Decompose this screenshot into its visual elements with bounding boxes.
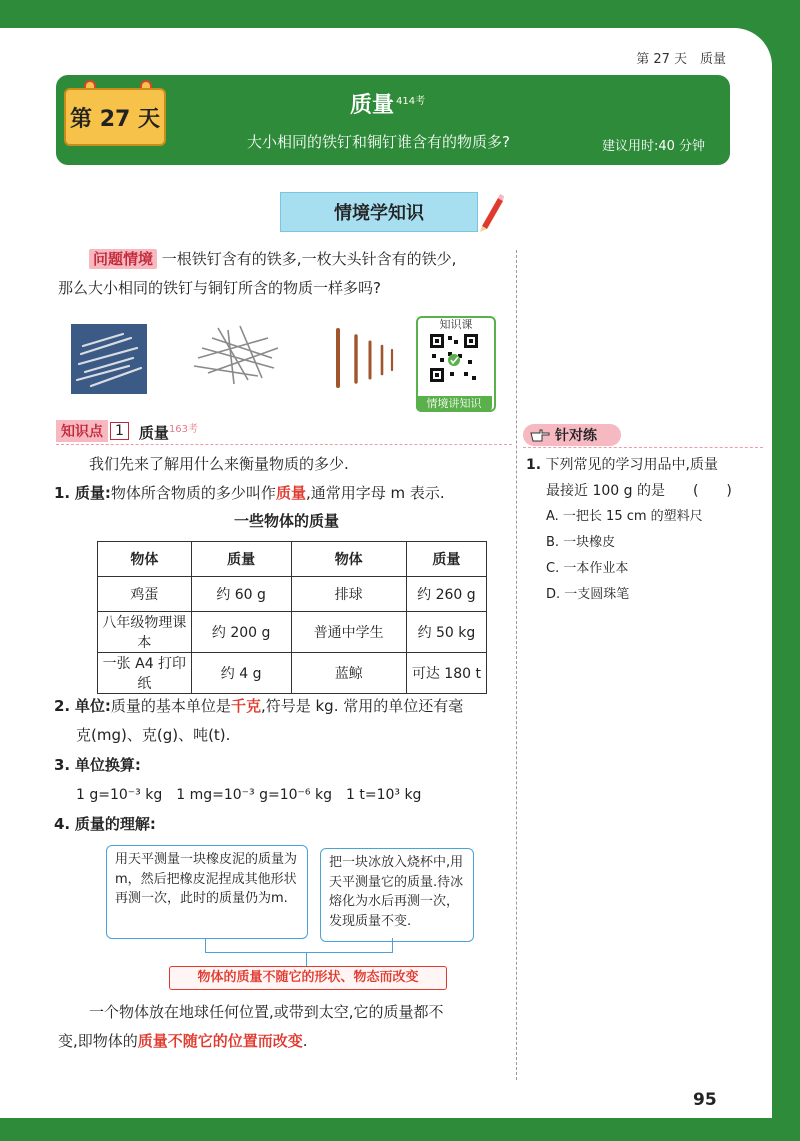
knowledge-point-count: 163考 [168,423,199,435]
item-1-label: 质量: [74,484,111,502]
problem-line-2: 那么大小相同的铁钉与铜钉所含的物质一样多吗? [58,279,381,297]
item-2-line-2: 克(mg)、克(g)、吨(t). [76,726,231,744]
closing-line-1: 一个物体放在地球任何位置,或带到太空,它的质量都不 [89,1003,444,1021]
item-1-highlight: 质量 [275,484,306,502]
knowledge-point-number: 1 [110,422,129,440]
closing-line-2 [58,1032,308,1052]
item-1 [54,484,445,504]
item-3-number: 3. [54,756,71,774]
lesson-question: 大小相同的铁钉和铜钉谁含有的物质多? [247,133,510,151]
table-cell: 八年级物理课本 [98,612,192,653]
table-row [98,577,487,612]
table-row [98,612,487,653]
iron-nails-image [71,324,147,394]
table-cell: 一张 A4 打印纸 [98,653,192,694]
table-header-cell: 质量 [406,542,486,577]
connector-stem [306,952,307,966]
practice-tag-text: 针对练 [555,428,597,444]
lesson-title [350,88,425,119]
knowledge-point-title-text: 质量 [138,423,169,442]
item-3-label: 单位换算: [74,756,141,774]
connector-bracket [205,938,393,953]
note-state-change: 把一块冰放入烧杯中,用天平测量它的质量.待冰熔化为水后再测一次，发现质量不变. [320,848,474,942]
table-title: 一些物体的质量 [234,512,340,530]
practice-option-a[interactable]: A. 一把长 15 cm 的塑料尺 [546,509,703,524]
running-header: 第 27 天 质量 [636,52,726,67]
closing-text-a: 变,即物体的 [58,1032,138,1050]
qr-bottom-label: 情境讲知识 [416,396,492,412]
section-ribbon: 情境学知识 [280,192,478,232]
knowledge-point-header [56,420,198,442]
suggested-time: 建议用时:40 分钟 [602,139,706,154]
qr-code-icon [428,332,480,384]
pencil-icon [478,192,504,232]
table-cell: 约 50 kg [406,612,486,653]
practice-question-number: 1. [526,457,542,473]
closing-text-b: . [302,1032,308,1050]
qr-top-label: 知识课 [439,318,473,331]
intro-text: 我们先来了解用什么来衡量物质的多少. [89,455,349,473]
conclusion-box: 物体的质量不随它的形状、物态而改变 [169,966,447,990]
problem-line-1 [89,250,456,270]
table-row [98,653,487,694]
item-2-number: 2. [54,697,71,715]
lesson-title-count: 414考 [396,95,426,107]
knowledge-point-underline [56,444,512,445]
item-4-number: 4. [54,815,71,833]
table-cell: 蓝鲸 [291,653,406,694]
knowledge-point-title [139,420,198,443]
copper-nails-image [328,322,400,392]
mass-table [97,541,487,694]
item-2-text-b: ,符号是 kg. 常用的单位还有毫 [260,697,464,715]
item-1-number: 1. [54,484,71,502]
problem-tag: 问题情境 [89,249,157,269]
table-cell: 可达 180 t [406,653,486,694]
closing-highlight: 质量不随它的位置而改变 [137,1032,303,1050]
problem-text-1: 一根铁钉含有的铁多,一枚大头针含有的铁少, [161,250,457,268]
item-2-highlight: 千克 [230,697,261,715]
table-cell: 约 200 g [191,612,291,653]
item-1-text-b: ,通常用字母 m 表示. [305,484,445,502]
column-divider [516,250,517,1080]
table-cell: 普通中学生 [291,612,406,653]
item-2-label: 单位: [74,697,111,715]
item-2 [54,697,463,717]
table-cell: 约 4 g [191,653,291,694]
practice-question-text-1: 下列常见的学习用品中,质量 [545,457,718,473]
qr-code-card[interactable] [416,316,496,412]
item-1-text-a: 物体所含物质的多少叫作 [110,484,276,502]
knowledge-point-tag: 知识点 [56,420,108,442]
pointing-hand-icon [529,427,551,443]
practice-question-line-2: 最接近 100 g 的是 ( ) [546,483,732,499]
table-cell: 排球 [291,577,406,612]
table-header-cell: 物体 [291,542,406,577]
table-header-cell: 质量 [191,542,291,577]
table-header-row [98,542,487,577]
practice-option-d[interactable]: D. 一支圆珠笔 [546,587,630,602]
item-4 [54,815,156,835]
practice-option-b[interactable]: B. 一块橡皮 [546,535,616,550]
day-badge: 第 27 天 [64,88,166,146]
pins-image [188,318,284,388]
note-shape-change: 用天平测量一块橡皮泥的质量为m，然后把橡皮泥捏成其他形状再测一次，此时的质量仍为m. [106,845,308,939]
page-number: 95 [693,1090,717,1110]
table-cell: 约 260 g [406,577,486,612]
table-cell: 鸡蛋 [98,577,192,612]
lesson-title-text: 质量 [350,93,395,118]
practice-tag [523,424,621,446]
practice-option-c[interactable]: C. 一本作业本 [546,561,629,576]
practice-underline [523,447,763,448]
item-2-text-a: 质量的基本单位是 [110,697,231,715]
practice-question-line-1 [526,456,718,474]
item-3 [54,756,141,776]
table-header-cell: 物体 [98,542,192,577]
unit-conversion-formula: 1 g=10⁻³ kg 1 mg=10⁻³ g=10⁻⁶ kg 1 t=10³ kg [76,787,422,803]
table-cell: 约 60 g [191,577,291,612]
item-4-label: 质量的理解: [74,815,156,833]
